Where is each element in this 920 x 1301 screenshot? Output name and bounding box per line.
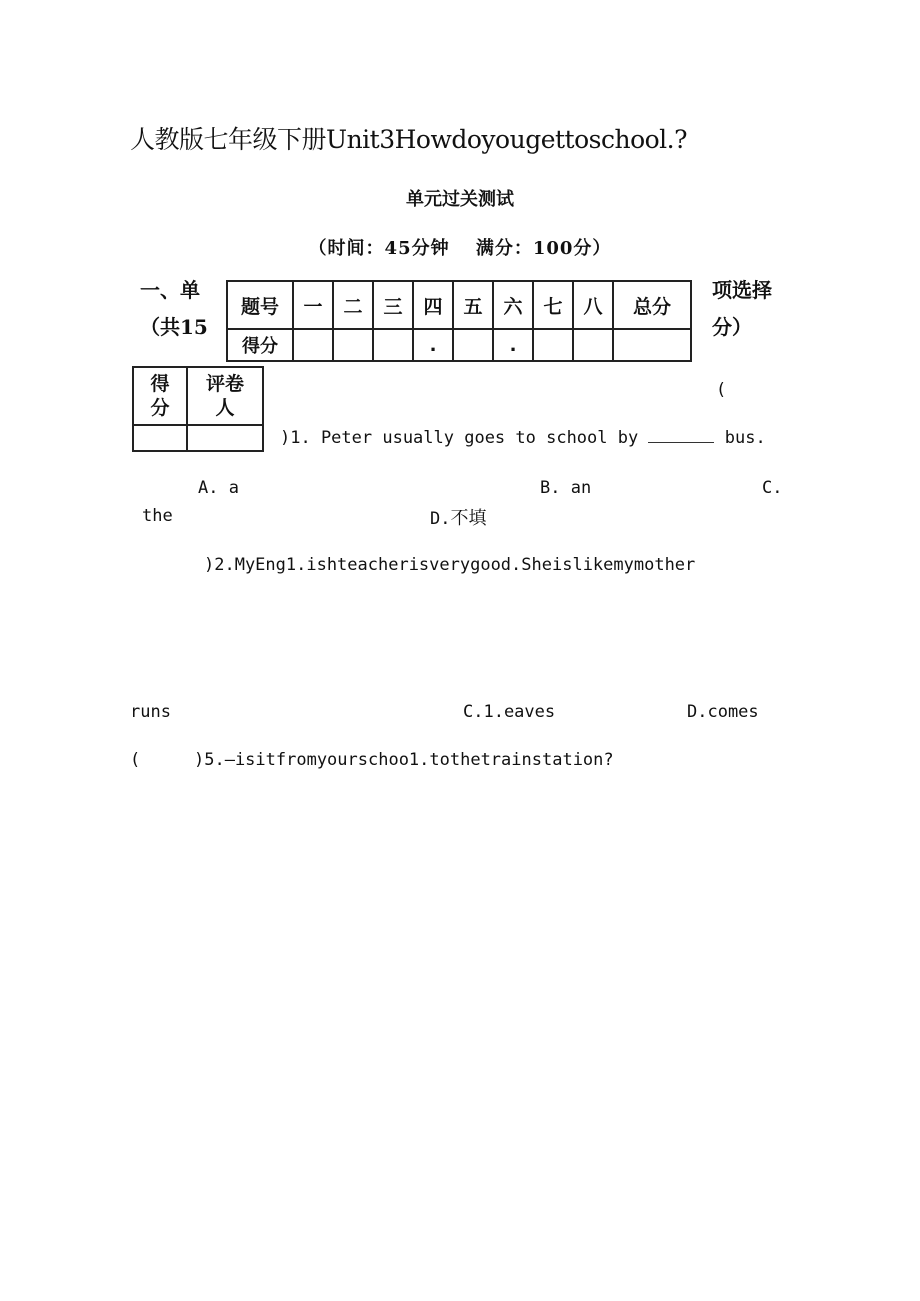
score-cell (453, 329, 493, 361)
column-header: 三 (373, 281, 413, 329)
score-cell-total (613, 329, 691, 361)
section-heading-right (712, 272, 772, 346)
q1-answer-blank[interactable] (648, 428, 714, 443)
q4-option-b: runs (130, 702, 171, 722)
section-heading-left-line2: （共15 (140, 315, 208, 339)
column-header: 六 (493, 281, 533, 329)
q1-option-d-text: 不填 (450, 508, 487, 529)
q1-option-c-text: the (142, 506, 173, 526)
score-cell (373, 329, 413, 361)
score-label-line2: 分 (150, 397, 170, 419)
q1-option-d (430, 504, 486, 530)
column-header: 五 (453, 281, 493, 329)
column-header: 四 (413, 281, 453, 329)
q4-option-d: D.comes (687, 702, 759, 722)
q5-open-paren: ( (130, 750, 141, 770)
column-header: 七 (533, 281, 573, 329)
score-cell (293, 329, 333, 361)
score-cell (333, 329, 373, 361)
section-heading-right-line1: 项选择 (712, 278, 772, 302)
q1-option-a: A. a (198, 478, 239, 498)
column-header: 一 (293, 281, 333, 329)
grader-label-cell (187, 367, 263, 425)
grader-label-line2: 人 (215, 397, 235, 419)
q1-option-d-prefix: D. (430, 509, 451, 529)
score-table-header-row (227, 281, 691, 329)
q1-option-b: B. an (540, 478, 592, 498)
score-label-cell (133, 367, 187, 425)
section-heading-left (140, 272, 208, 346)
q2-stem: )2.MyEng1.ishteacherisverygood.Sheislikemymother (204, 555, 696, 575)
score-cell (533, 329, 573, 361)
row-label-score: 得分 (227, 329, 293, 361)
q1-option-c: C. (762, 478, 783, 498)
q1-stem (280, 428, 766, 448)
grader-blank-cell (187, 425, 263, 451)
score-label-line1: 得 (150, 373, 170, 395)
grader-table (132, 366, 264, 452)
column-header: 二 (333, 281, 373, 329)
section-heading-left-line1: 一、单 (140, 278, 200, 302)
score-cell: . (493, 329, 533, 361)
q1-stem-before: )1. Peter usually goes to school by (280, 428, 639, 448)
column-header: 八 (573, 281, 613, 329)
score-table (226, 280, 692, 362)
score-blank-cell (133, 425, 187, 451)
q1-open-paren: ( (716, 380, 727, 400)
document-subtitle: 单元过关测试 (406, 189, 514, 210)
q5-stem: )5.—isitfromyourschoo1.tothetrainstation? (194, 750, 614, 770)
q1-stem-after: bus. (724, 428, 766, 448)
row-label-question-number: 题号 (227, 281, 293, 329)
score-cell: . (413, 329, 453, 361)
score-table-score-row (227, 329, 691, 361)
q4-option-c: C.1.eaves (463, 702, 556, 722)
grader-table-blank-row (133, 425, 263, 451)
document-title: 人教版七年级下册Unit3Howdoyougettoschool.? (130, 125, 688, 154)
section-heading-right-line2: 分） (712, 315, 752, 339)
grader-table-header-row (133, 367, 263, 425)
column-header-total: 总分 (613, 281, 691, 329)
time-score-info: （时间：45分钟 满分：100分） (308, 238, 612, 259)
score-cell (573, 329, 613, 361)
grader-label-line1: 评卷 (205, 373, 244, 395)
